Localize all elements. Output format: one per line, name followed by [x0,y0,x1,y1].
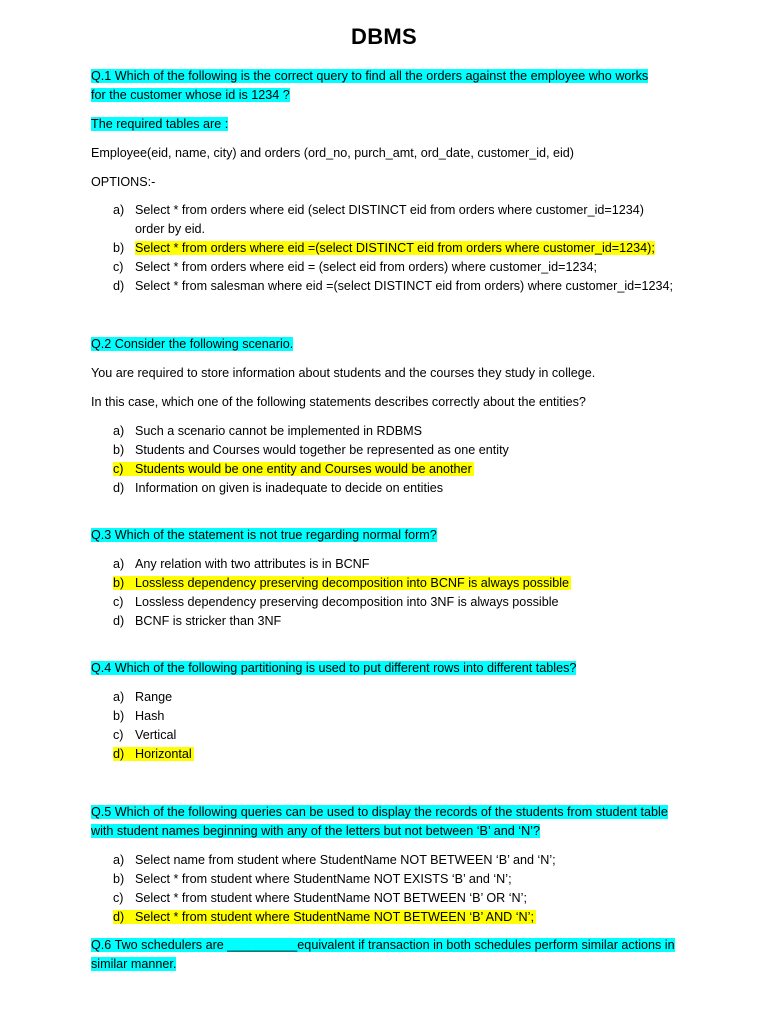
q6-line-1: Q.6 Two schedulers are __________equivalent if transaction in both schedules perform similar actions in [91,938,675,952]
q1-option-b: b) Select * from orders where eid =(select DISTINCT eid from orders where customer_id=1234); [113,241,655,255]
q1-line-1: Q.1 Which of the following is the correct query to find all the orders against the employee who works [91,69,649,83]
q4-line-1: Q.4 Which of the following partitioning is used to put different rows into different tables? [91,661,577,675]
q1-option-a-continued: order by eid. [135,222,206,236]
q1-line-2: for the customer whose id is 1234 ? [91,88,290,102]
q5-line-2: with student names beginning with any of the letters but not between ‘B’ and ‘N’? [91,824,540,838]
q3-option-a: a) Any relation with two attributes is in BCNF [113,557,370,571]
q6-line-2: similar manner. [91,957,177,971]
q1-option-d: d) Select * from salesman where eid =(select DISTINCT eid from orders) where customer_id=1234; [113,279,674,293]
q3-option-d: d) BCNF is stricker than 3NF [113,614,282,628]
q5-option-d: d) Select * from student where StudentName NOT BETWEEN ‘B’ AND ‘N’; [113,910,534,924]
q1-option-a: a) Select * from orders where eid (select DISTINCT eid from orders where customer_id=1234) [113,203,644,217]
q3-option-b: b) Lossless dependency preserving decomposition into BCNF is always possible [113,576,570,590]
q5-option-a: a) Select name from student where StudentName NOT BETWEEN ‘B’ and ‘N’; [113,853,556,867]
q5-option-b: b) Select * from student where StudentName NOT EXISTS ‘B’ and ‘N’; [113,872,512,886]
q2-option-c: c) Students would be one entity and Courses would be another [113,462,472,476]
q2-option-b: b) Students and Courses would together be represented as one entity [113,443,509,457]
q2-prompt: In this case, which one of the following statements describes correctly about the entities? [91,395,586,409]
q4-option-a: a) Range [113,690,173,704]
q2-option-a: a) Such a scenario cannot be implemented in RDBMS [113,424,423,438]
q3-option-c: c) Lossless dependency preserving decomposition into 3NF is always possible [113,595,559,609]
q3-line-1: Q.3 Which of the statement is not true regarding normal form? [91,528,437,542]
q1-options-label: OPTIONS:- [91,175,156,189]
q2-scenario: You are required to store information about students and the courses they study in college. [91,366,596,380]
q5-line-1: Q.5 Which of the following queries can be used to display the records of the students from student table [91,805,668,819]
q2-option-d: d) Information on given is inadequate to decide on entities [113,481,444,495]
q4-option-d: d) Horizontal [113,747,192,761]
q5-option-c: c) Select * from student where StudentName NOT BETWEEN ‘B’ OR ‘N’; [113,891,527,905]
q4-option-b: b) Hash [113,709,165,723]
document-title: DBMS [351,24,417,49]
q4-option-c: c) Vertical [113,728,177,742]
q2-line-1: Q.2 Consider the following scenario. [91,337,294,351]
q1-option-c: c) Select * from orders where eid = (select eid from orders) where customer_id=1234; [113,260,597,274]
q1-tables: Employee(eid, name, city) and orders (ord_no, purch_amt, ord_date, customer_id, eid) [91,146,575,160]
q1-tables-label: The required tables are : [91,117,229,131]
